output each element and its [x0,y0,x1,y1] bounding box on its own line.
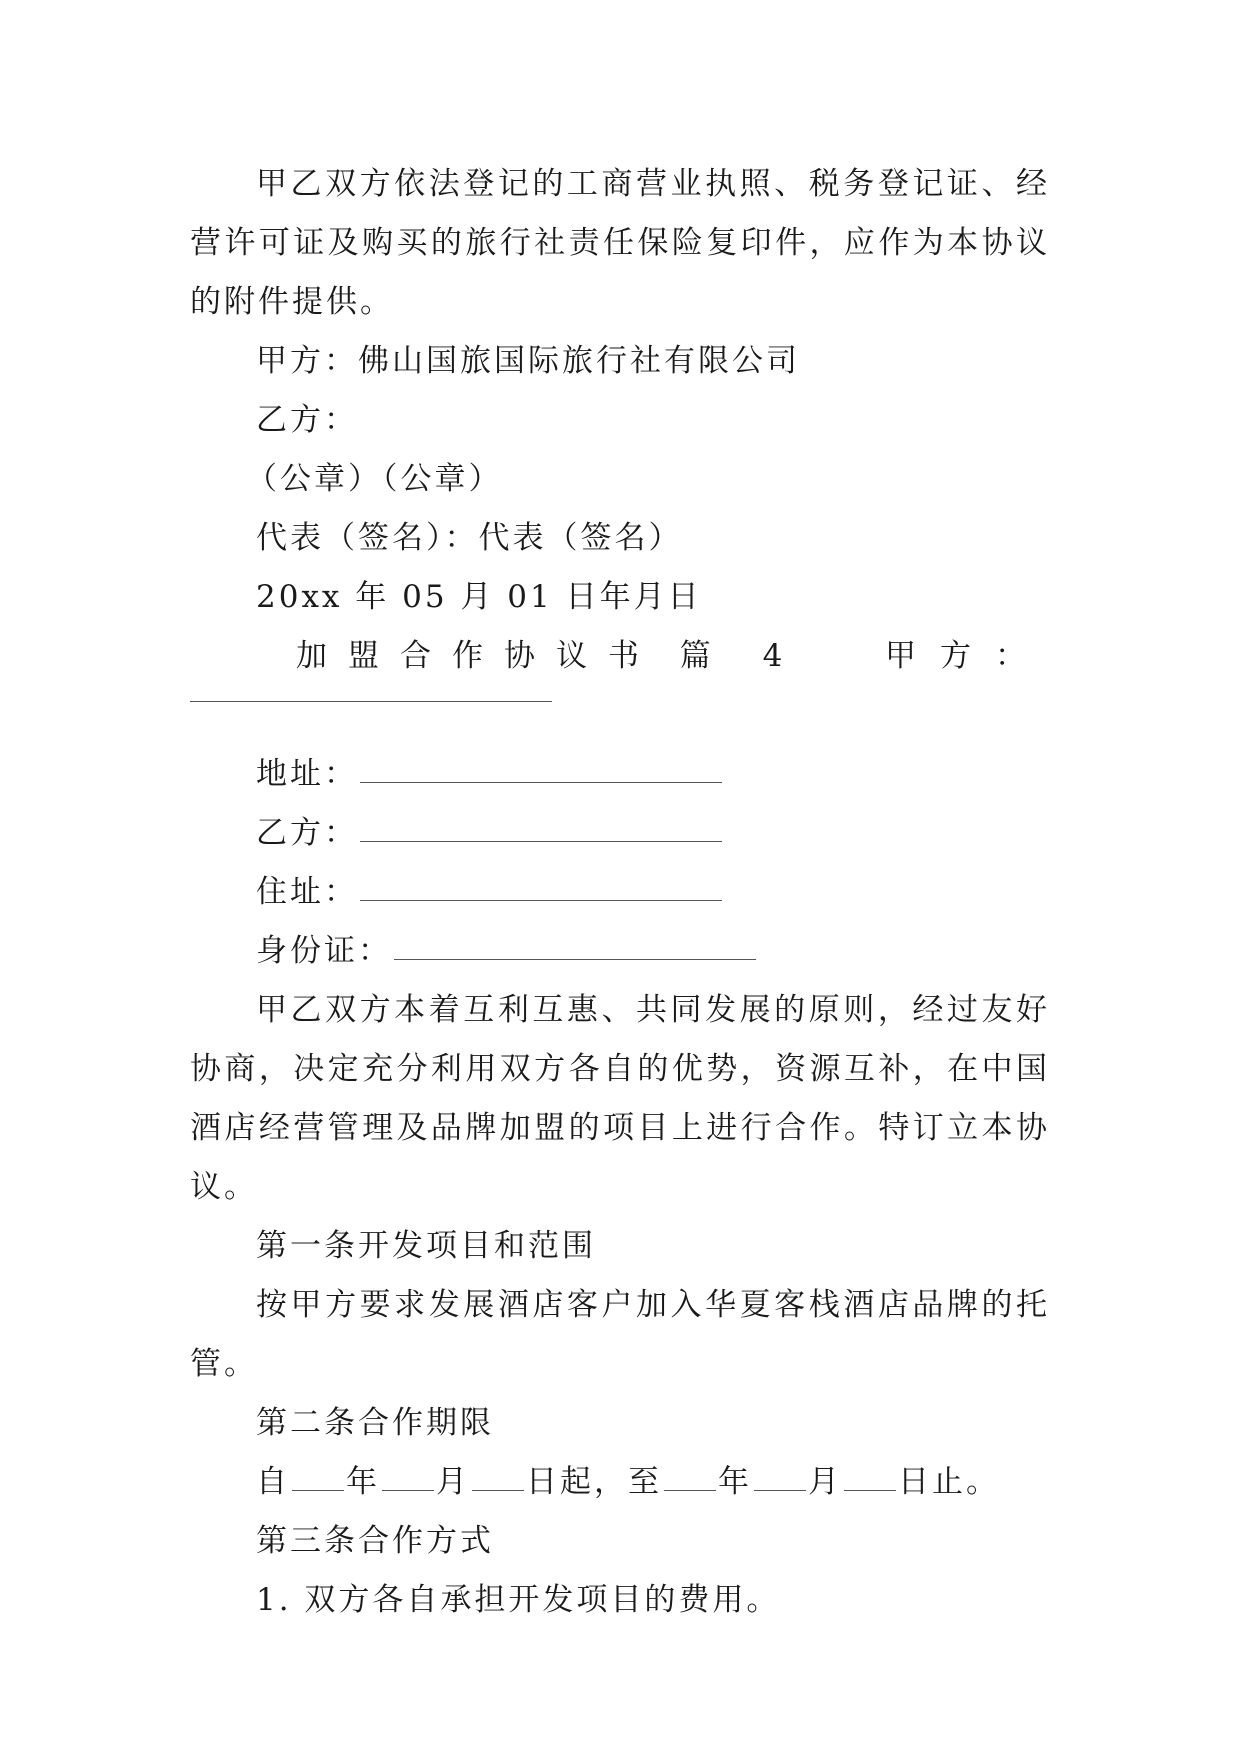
heading-party-a-label: 甲方： [885,638,1050,674]
term-day-2: 日止。 [898,1464,1000,1500]
residence-label: 住址： [256,874,358,910]
document-page [190,155,1050,1630]
article-1-text: 按甲方要求发展酒店客户加入华夏客栈酒店品牌的托管。 [190,1287,1050,1382]
residence-blank-line [360,899,722,901]
term-day-1: 日起，至 [526,1464,662,1500]
end-year-blank [664,1489,716,1491]
term-year-1: 年 [346,1464,380,1500]
start-year-blank [292,1489,344,1491]
id-blank-line [394,958,756,960]
term-month-1: 月 [436,1464,470,1500]
heading-title [296,627,803,686]
article-3-title: 第三条合作方式 [256,1523,494,1559]
address-label: 地址： [256,756,358,792]
party-b-label: 乙方： [256,815,358,851]
article-1-title: 第一条开发项目和范围 [256,1228,596,1264]
article-2-title: 第二条合作期限 [256,1405,494,1441]
end-month-blank [754,1489,806,1491]
representatives-line: 代表（签名）：代表（签名） [256,520,683,556]
party-a-line: 甲方：佛山国旅国际旅行社有限公司 [256,343,800,379]
party-a-blank-row [190,686,1050,745]
party-a-blank-line [190,700,552,702]
article-3-item-1: 1. 双方各自承担开发项目的费用。 [256,1582,781,1618]
paragraph-intro: 甲乙双方本着互利互惠、共同发展的原则，经过友好协商，决定充分利用双方各自的优势，资源互补，在中国酒店经营管理及品牌加盟的项目上进行合作。特订立本协议。 [190,992,1050,1205]
address-blank-line [360,781,722,783]
heading-title-text: 加盟合作协议书 [296,638,660,674]
id-field [190,922,1050,981]
paragraph-attachments: 甲乙双方依法登记的工商营业执照、税务登记证、经营许可证及购买的旅行社责任保险复印件，应作为本协议的附件提供。 [190,166,1050,320]
party-b-line: 乙方： [256,402,358,438]
date-line: 20xx 年 05 月 01 日年月日 [256,579,702,615]
address-field [190,745,1050,804]
article-2-text [190,1453,1050,1512]
term-year-2: 年 [718,1464,752,1500]
id-label: 身份证： [256,933,392,969]
party-b-blank-line [360,840,722,842]
start-month-blank [382,1489,434,1491]
party-b-field [190,804,1050,863]
seals-line: （公章）（公章） [246,461,503,497]
heading-section: 篇 4 [679,638,804,674]
residence-field [190,863,1050,922]
start-day-blank [472,1489,524,1491]
term-from: 自 [256,1464,290,1500]
section-heading [190,627,1050,686]
term-month-2: 月 [808,1464,842,1500]
end-day-blank [844,1489,896,1491]
